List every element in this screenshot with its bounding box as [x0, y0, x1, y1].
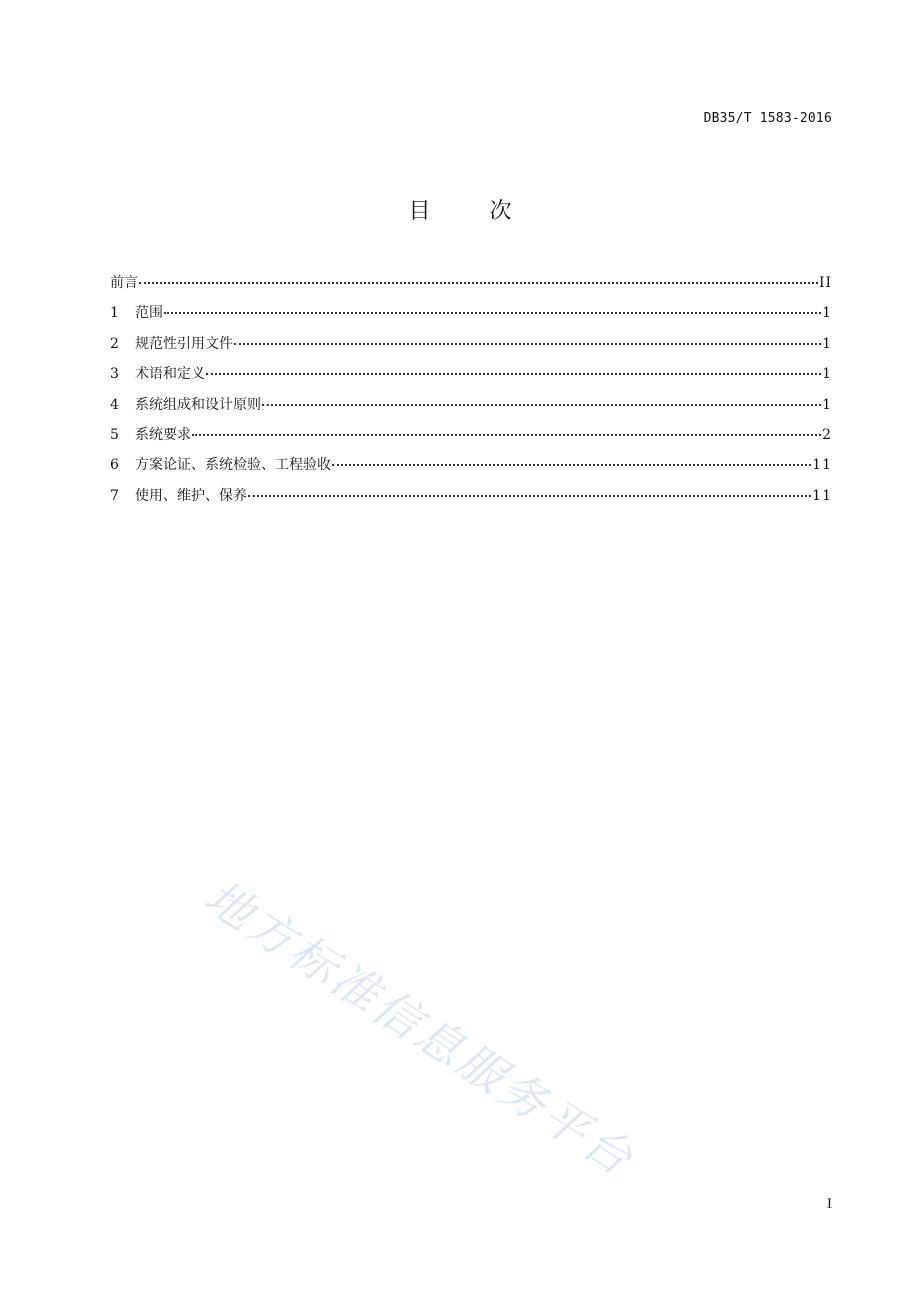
- toc-dot-leader: [192, 433, 821, 436]
- toc-entry-system-composition[interactable]: [110, 390, 832, 420]
- toc-entry-page: 2: [822, 426, 832, 443]
- toc-entry-label: 使用、维护、保养: [135, 487, 247, 504]
- toc-entry-page: 11: [812, 487, 832, 504]
- toc-entry-terms-definitions[interactable]: [110, 359, 832, 389]
- toc-dot-leader: [248, 494, 811, 497]
- toc-entry-page: 1: [822, 335, 832, 352]
- toc-entry-label: 系统要求: [135, 426, 191, 443]
- toc-entry-number: 6: [110, 457, 119, 474]
- toc-entry-page: II: [818, 275, 832, 291]
- toc-entry-page: 1: [822, 396, 832, 413]
- toc-entry-scope[interactable]: [110, 298, 832, 328]
- toc-dot-leader: [234, 342, 821, 345]
- toc-dot-leader: [139, 281, 818, 284]
- toc-dot-leader: [206, 372, 821, 375]
- toc-entry-number: 7: [110, 487, 119, 504]
- toc-entry-label: 范围: [135, 305, 163, 322]
- toc-entry-foreword[interactable]: [110, 268, 832, 298]
- toc-entry-number: 3: [110, 366, 119, 383]
- toc-entry-number: 1: [110, 305, 119, 322]
- toc-entry-system-requirements[interactable]: [110, 420, 832, 450]
- toc-entry-label: 规范性引用文件: [135, 335, 233, 352]
- toc-entry-number: 4: [110, 396, 119, 413]
- toc-entry-page: 1: [822, 366, 832, 383]
- toc-entry-acceptance[interactable]: [110, 450, 832, 480]
- toc-dot-leader: [164, 311, 821, 314]
- toc-dot-leader: [332, 463, 811, 466]
- toc-entry-label: 方案论证、系统检验、工程验收: [135, 457, 331, 474]
- table-of-contents: [110, 268, 832, 511]
- toc-dot-leader: [262, 403, 821, 406]
- page-title: 目 次: [408, 199, 538, 224]
- toc-entry-page: 1: [822, 305, 832, 322]
- toc-entry-normative-references[interactable]: [110, 329, 832, 359]
- watermark: 地方标准信息服务平台: [195, 869, 645, 1188]
- toc-entry-label: 术语和定义: [135, 366, 205, 383]
- toc-entry-maintenance[interactable]: [110, 481, 832, 511]
- toc-entry-number: 2: [110, 335, 119, 352]
- toc-entry-number: 5: [110, 426, 119, 443]
- toc-entry-label: 前言: [110, 275, 138, 291]
- toc-entry-page: 11: [812, 457, 832, 474]
- toc-entry-label: 系统组成和设计原则: [135, 396, 261, 413]
- document-code: DB35/T 1583-2016: [703, 111, 832, 126]
- page-number: I: [826, 1197, 832, 1212]
